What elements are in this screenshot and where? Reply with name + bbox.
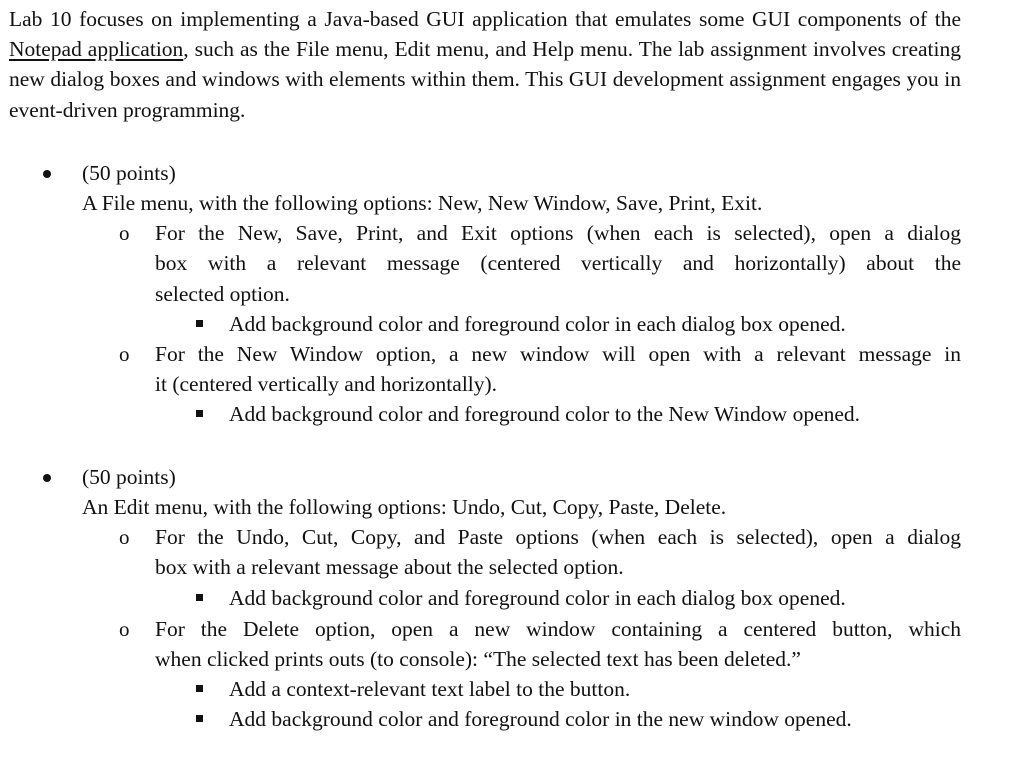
- section-1-item-2-sub-1: Add background color and foreground color to the New Window opened.: [229, 402, 861, 426]
- square-marker: [196, 715, 203, 722]
- section-2-item-2-line-1: For the Delete option, open a new window containing a centered button, which: [155, 617, 961, 641]
- circle-marker: o: [119, 342, 130, 366]
- section-2-points: (50 points): [82, 465, 176, 489]
- section-2-item-2-sub-2: Add background color and foreground color in the new window opened.: [229, 707, 852, 731]
- intro-text-end: , such as the File menu, Edit menu, and Help menu. The lab assignment involves creating new dialog boxes and windows with elements within them. This GUI development assignment engages you in event-driven programming.: [9, 37, 961, 122]
- square-marker: [196, 594, 203, 601]
- square-marker: [196, 685, 203, 692]
- section-1-heading: A File menu, with the following options: New, New Window, Save, Print, Exit.: [82, 191, 763, 215]
- square-marker: [196, 320, 203, 327]
- notepad-application-link[interactable]: Notepad application: [9, 37, 184, 62]
- intro-text-start: Lab 10 focuses on implementing a Java-based GUI application that emulates some GUI components of the: [9, 7, 961, 31]
- section-2-item-2-sub-1: Add a context-relevant text label to the button.: [229, 677, 631, 701]
- section-2-item-1-line-2: box with a relevant message about the selected option.: [155, 555, 624, 579]
- bullet-section-1: [43, 170, 51, 178]
- circle-marker: o: [119, 617, 130, 641]
- section-1-item-1-line-2: box with a relevant message (centered vertically and horizontally) about the: [155, 251, 961, 275]
- circle-marker: o: [119, 525, 130, 549]
- section-1-item-2-line-1: For the New Window option, a new window will open with a relevant message in: [155, 342, 961, 366]
- square-marker: [196, 410, 203, 417]
- section-2-item-1-line-1: For the Undo, Cut, Copy, and Paste options (when each is selected), open a dialog: [155, 525, 961, 549]
- section-1-item-2-line-2: it (centered vertically and horizontally).: [155, 372, 498, 396]
- bullet-section-2: [43, 474, 51, 482]
- intro-paragraph: [9, 4, 961, 125]
- section-1-item-1-sub-1: Add background color and foreground color in each dialog box opened.: [229, 312, 846, 336]
- section-2-heading: An Edit menu, with the following options: Undo, Cut, Copy, Paste, Delete.: [82, 495, 727, 519]
- section-1-points: (50 points): [82, 161, 176, 185]
- section-1-item-1-line-3: selected option.: [155, 282, 290, 306]
- section-2-item-2-line-2: when clicked prints outs (to console): “The selected text has been deleted.”: [155, 647, 801, 671]
- section-2-item-1-sub-1: Add background color and foreground color in each dialog box opened.: [229, 586, 846, 610]
- circle-marker: o: [119, 221, 130, 245]
- section-1-item-1-line-1: For the New, Save, Print, and Exit options (when each is selected), open a dialog: [155, 221, 961, 245]
